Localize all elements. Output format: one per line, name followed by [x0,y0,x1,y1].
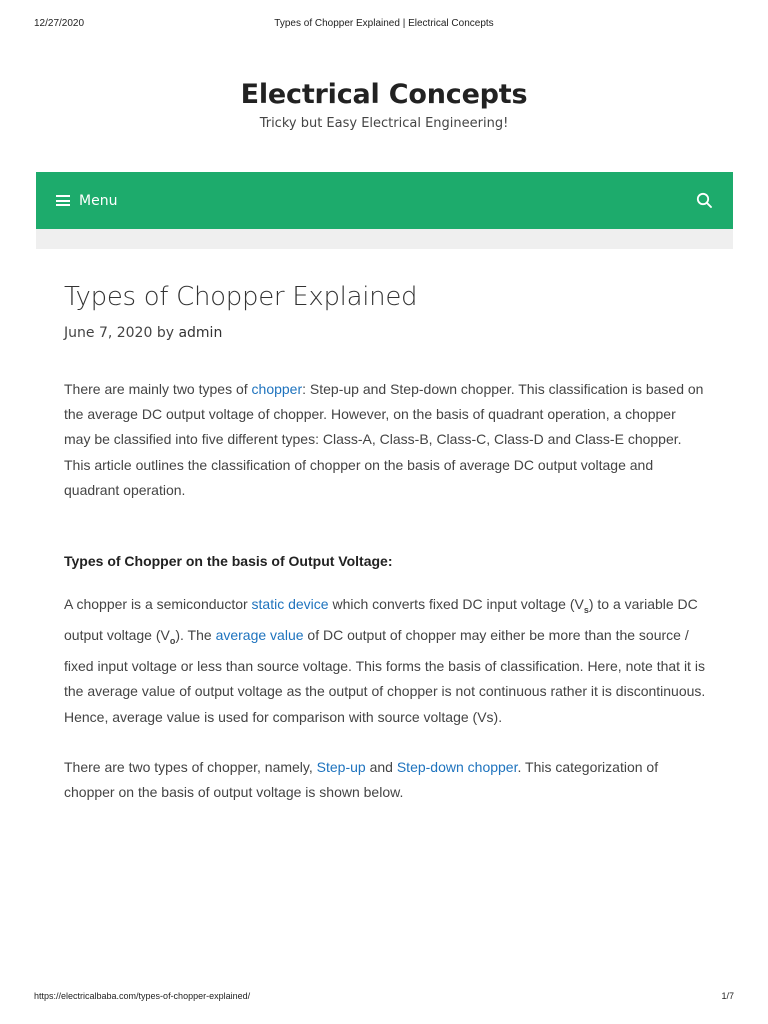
text: ) to a variable DC output voltage (V [64,596,698,644]
intro-paragraph [64,377,706,503]
nav-underbar [36,229,733,249]
article-meta [64,325,706,341]
hamburger-icon [56,195,70,206]
chopper-link[interactable]: chopper [251,381,303,397]
search-icon [696,192,713,209]
by-label: by [156,325,174,341]
menu-toggle-button[interactable] [56,172,117,229]
body-paragraph [64,592,706,730]
site-header [0,78,768,131]
average-value-link[interactable]: average value [215,627,304,644]
text: A chopper is a semiconductor [64,596,252,613]
article [64,270,706,805]
site-tagline: Tricky but Easy Electrical Engineering! [259,116,509,131]
print-footer [34,991,734,1003]
text: There are mainly two types of [64,381,252,397]
print-header [34,18,734,32]
section-heading: Types of Chopper on the basis of Output Voltage: [64,553,393,570]
text: There are two types of chopper, namely, [64,758,317,775]
print-url: https://electricalbaba.com/types-of-chopper-explained/ [34,991,251,1001]
text: : Step-up and Step-down chopper. This classification is based on the average DC output voltage of chopper. However, on the basis of quadrant operation, a chopper may be classified into five different types: Class-A, Class-B, Class-C, Class-D and Class-E chopper. This article outlines the classification of chopper on the basis of average DC output voltage and quadrant operation. [64,381,704,498]
static-device-link[interactable]: static device [251,596,329,613]
step-down-chopper-link[interactable]: Step-down chopper [396,758,518,775]
post-date[interactable]: June 7, 2020 [64,325,153,341]
article-title: Types of Chopper Explained [64,282,418,312]
step-up-link[interactable]: Step-up [316,758,366,775]
subscript-s: s [583,605,589,616]
main-navigation [36,172,733,229]
print-page-title: Types of Chopper Explained | Electrical Concepts [274,18,494,29]
text: . This categorization of chopper on the basis of output voltage is shown below. [64,758,659,801]
body-paragraph [64,755,706,805]
text: ). The [175,627,216,644]
search-button[interactable] [696,192,713,209]
page-number: 1/7 [721,991,734,1001]
author-link[interactable]: admin [178,325,223,341]
menu-label: Menu [79,192,118,209]
text: and [365,758,397,775]
site-title[interactable]: Electrical Concepts [240,79,528,110]
print-date: 12/27/2020 [34,18,85,29]
subscript-o: o [169,636,176,647]
text: which converts fixed DC input voltage (V [328,596,584,613]
text: of DC output of chopper may either be more than the source / fixed input voltage or less than source voltage. This forms the basis of classification. Here, note that it is the average value of output voltage as the output of chopper is not continuous rather it is discontinuous. Hence, average value is used for comparison with source voltage (Vs). [64,627,706,725]
